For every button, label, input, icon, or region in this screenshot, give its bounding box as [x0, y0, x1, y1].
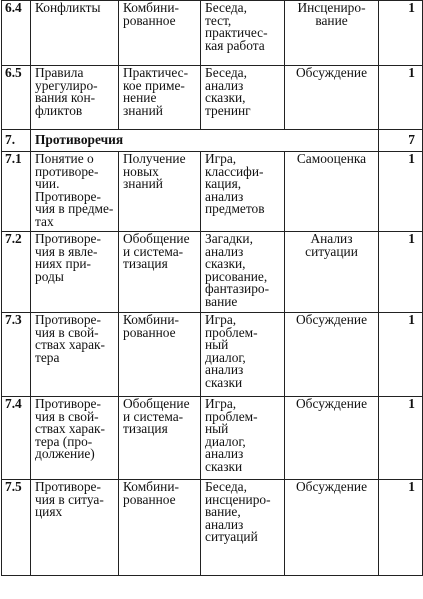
- lesson-methods-line: анализ: [205, 188, 244, 204]
- lesson-topic-line: чия в явле-: [35, 243, 98, 259]
- lesson-methods-line: ситуаций: [205, 529, 258, 545]
- lesson-type-line: нение: [123, 90, 157, 106]
- table-row: [2, 66, 423, 130]
- lesson-methods-line: классифи-: [205, 163, 264, 179]
- lesson-methods-line: Беседа,: [205, 479, 247, 494]
- lesson-topic-line: фликтов: [35, 102, 83, 118]
- lesson-methods-line: сказки: [205, 458, 243, 474]
- control-form-line: Обсуждение: [295, 312, 368, 327]
- lesson-plan-table: [1, 0, 423, 576]
- lesson-methods-line: проблем-: [205, 324, 258, 340]
- lesson-hours: 1: [379, 397, 423, 480]
- lesson-methods-line: анализ: [205, 77, 244, 93]
- lesson-topic-line: Противоре-: [35, 188, 101, 204]
- lesson-type-line: Комбини-: [123, 0, 179, 15]
- lesson-type-line: рованное: [123, 491, 176, 507]
- lesson-hours: 1: [379, 232, 423, 313]
- lesson-methods-line: Игра,: [205, 312, 237, 327]
- lesson-methods-line: анализ: [205, 516, 244, 532]
- lesson-methods-line: практичес-: [205, 25, 268, 41]
- lesson-methods-line: фантазиро-: [205, 281, 270, 297]
- lesson-type: [119, 313, 201, 397]
- lesson-methods-line: рисование,: [205, 268, 268, 284]
- lesson-type-line: знаний: [123, 102, 163, 118]
- lesson-number: 6.4: [2, 1, 31, 66]
- lesson-type-line: Комбини-: [123, 312, 179, 327]
- lesson-methods-line: сказки: [205, 374, 243, 390]
- lesson-methods-line: ный: [205, 421, 229, 437]
- lesson-methods-line: анализ: [205, 446, 244, 462]
- lesson-number: 7.4: [2, 397, 31, 480]
- lesson-type: [119, 480, 201, 576]
- control-form-line: Обсуждение: [295, 479, 368, 494]
- lesson-plan-body: [2, 1, 423, 576]
- lesson-type-line: и система-: [123, 243, 184, 259]
- lesson-type: [119, 66, 201, 130]
- lesson-type: [119, 1, 201, 66]
- lesson-methods-line: Загадки,: [205, 231, 253, 246]
- lesson-methods-line: проблем-: [205, 408, 258, 424]
- lesson-methods-line: Беседа,: [205, 65, 247, 80]
- lesson-topic-line: чия в ситуа-: [35, 491, 104, 507]
- lesson-topic-line: чия в предме-: [35, 201, 114, 217]
- section-number: 7.: [2, 130, 31, 152]
- lesson-type-line: и система-: [123, 408, 184, 424]
- lesson-type-line: тизация: [123, 421, 168, 437]
- lesson-topic-line: Конфликты: [35, 0, 101, 15]
- lesson-methods: [201, 232, 285, 313]
- lesson-topic: [31, 66, 119, 130]
- lesson-topic-line: чия в свой-: [35, 324, 99, 340]
- lesson-type: [119, 232, 201, 313]
- lesson-number: 6.5: [2, 66, 31, 130]
- lesson-topic-line: тера: [35, 349, 60, 365]
- lesson-topic-line: роды: [35, 268, 64, 284]
- lesson-methods-line: Игра,: [205, 396, 237, 411]
- lesson-type-line: Комбини-: [123, 479, 179, 494]
- lesson-methods-line: инсцениро-: [205, 491, 271, 507]
- lesson-topic: [31, 152, 119, 232]
- lesson-methods-line: Беседа,: [205, 0, 247, 15]
- lesson-topic-line: тера (про-: [35, 433, 93, 449]
- lesson-methods: [201, 1, 285, 66]
- lesson-topic: [31, 480, 119, 576]
- lesson-topic-line: чия в свой-: [35, 408, 99, 424]
- lesson-methods-line: сказки,: [205, 256, 246, 272]
- control-form-line: Анализ: [310, 231, 353, 246]
- lesson-methods-line: анализ: [205, 243, 244, 259]
- lesson-topic-line: должение): [35, 446, 95, 462]
- lesson-methods-line: ный: [205, 337, 229, 353]
- lesson-topic-line: Противоре-: [35, 312, 101, 327]
- lesson-topic-line: Правила: [35, 65, 84, 80]
- control-form-line: Инсцениро-: [297, 0, 366, 15]
- lesson-methods-line: кация,: [205, 176, 242, 192]
- lesson-topic: [31, 1, 119, 66]
- control-form: [285, 232, 379, 313]
- lesson-topic-line: Противоре-: [35, 479, 101, 494]
- lesson-topic-line: циях: [35, 504, 63, 520]
- lesson-type-line: кое приме-: [123, 77, 185, 93]
- lesson-methods: [201, 152, 285, 232]
- control-form-line: ситуации: [305, 243, 358, 259]
- lesson-methods-line: тренинг: [205, 102, 251, 118]
- control-form-line: Обсуждение: [295, 396, 368, 411]
- lesson-methods: [201, 480, 285, 576]
- lesson-type: [119, 397, 201, 480]
- section-title: Противоречия: [31, 130, 379, 152]
- lesson-methods-line: Игра,: [205, 151, 237, 166]
- lesson-type-line: рованное: [123, 324, 176, 340]
- lesson-topic-line: ствах харак-: [35, 337, 105, 353]
- lesson-number: 7.1: [2, 152, 31, 232]
- table-row: [2, 1, 423, 66]
- lesson-type-line: новых: [123, 163, 159, 179]
- control-form: [285, 313, 379, 397]
- lesson-topic-line: вания кон-: [35, 90, 96, 106]
- lesson-type-line: знаний: [123, 176, 163, 192]
- lesson-type-line: Обобщение: [123, 231, 190, 246]
- control-form: [285, 152, 379, 232]
- lesson-methods-line: тест,: [205, 12, 232, 28]
- control-form: [285, 480, 379, 576]
- lesson-topic-line: ствах харак-: [35, 421, 105, 437]
- control-form-line: Обсуждение: [295, 65, 368, 80]
- lesson-hours: 1: [379, 480, 423, 576]
- lesson-methods-line: вание: [205, 293, 238, 309]
- lesson-hours: 1: [379, 66, 423, 130]
- lesson-type-line: Получение: [123, 151, 186, 166]
- lesson-number: 7.3: [2, 313, 31, 397]
- lesson-topic-line: Противоре-: [35, 231, 101, 246]
- lesson-methods-line: предметов: [205, 201, 265, 217]
- control-form-line: Самооценка: [296, 151, 367, 166]
- table-row: [2, 152, 423, 232]
- lesson-hours: 1: [379, 1, 423, 66]
- lesson-methods-line: анализ: [205, 362, 244, 378]
- lesson-hours: 1: [379, 152, 423, 232]
- lesson-topic: [31, 397, 119, 480]
- table-row: [2, 232, 423, 313]
- lesson-topic-line: чии.: [35, 176, 60, 192]
- lesson-type-line: рованное: [123, 12, 176, 28]
- table-row: [2, 480, 423, 576]
- control-form: [285, 1, 379, 66]
- lesson-type-line: Практичес-: [123, 65, 189, 80]
- section-row: [2, 130, 423, 152]
- lesson-methods-line: диалог,: [205, 349, 246, 365]
- lesson-methods-line: вание,: [205, 504, 241, 520]
- lesson-topic: [31, 232, 119, 313]
- control-form-line: вание: [315, 12, 348, 28]
- lesson-topic-line: урегулиро-: [35, 77, 98, 93]
- control-form: [285, 397, 379, 480]
- table-row: [2, 397, 423, 480]
- lesson-topic: [31, 313, 119, 397]
- lesson-topic-line: тах: [35, 213, 54, 229]
- lesson-topic-line: Противоре-: [35, 396, 101, 411]
- lesson-topic-line: противоре-: [35, 163, 99, 179]
- lesson-hours: 1: [379, 313, 423, 397]
- lesson-number: 7.5: [2, 480, 31, 576]
- lesson-type: [119, 152, 201, 232]
- section-hours: 7: [379, 130, 423, 152]
- lesson-methods-line: сказки,: [205, 90, 246, 106]
- lesson-topic-line: ниях при-: [35, 256, 92, 272]
- lesson-methods: [201, 397, 285, 480]
- control-form: [285, 66, 379, 130]
- table-row: [2, 313, 423, 397]
- lesson-methods-line: диалог,: [205, 433, 246, 449]
- lesson-number: 7.2: [2, 232, 31, 313]
- lesson-type-line: тизация: [123, 256, 168, 272]
- lesson-topic-line: Понятие о: [35, 151, 94, 166]
- lesson-methods: [201, 313, 285, 397]
- lesson-type-line: Обобщение: [123, 396, 190, 411]
- lesson-methods: [201, 66, 285, 130]
- lesson-methods-line: кая работа: [205, 37, 265, 53]
